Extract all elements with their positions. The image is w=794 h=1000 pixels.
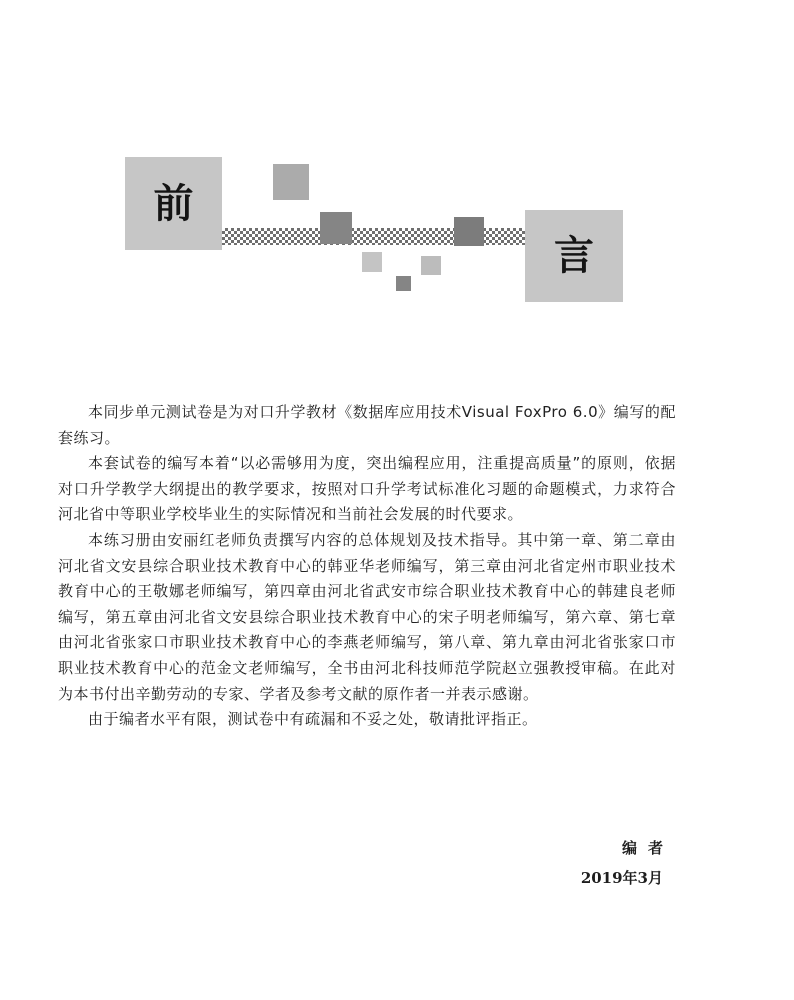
editor-signature: 编者 bbox=[621, 839, 674, 857]
decorative-square bbox=[320, 212, 352, 244]
paragraph-intro: 本同步单元测试卷是为对口升学教材《数据库应用技术Visual FoxPro 6.0》编写的配套练习。 bbox=[58, 403, 676, 447]
preface-body bbox=[58, 400, 676, 733]
signature-block bbox=[500, 836, 674, 890]
decorative-square bbox=[421, 256, 441, 275]
title-block-right: 言 bbox=[525, 210, 623, 302]
title-block-left: 前 bbox=[125, 157, 222, 250]
decorative-square bbox=[273, 164, 309, 200]
decorative-square bbox=[362, 252, 382, 272]
decorative-square bbox=[454, 217, 484, 246]
paragraph-authors: 本练习册由安丽红老师负责撰写内容的总体规划及技术指导。其中第一章、第二章由河北省文安县综合职业技术教育中心的韩亚华老师编写，第三章由河北省定州市职业技术教育中心的王敬娜老师编写，第四章由河北省武安市综合职业技术教育中心的韩建良老师编写，第五章由河北省文安县综合职业技术教育中心的宋子明老师编写，第六章、第七章由河北省张家口市职业技术教育中心的李燕老师编写，第八章、第九章由河北省张家口市职业技术教育中心的范金文老师编写，全书由河北科技师范学院赵立强教授审稿。在此对为本书付出辛勤劳动的专家、学者及参考文献的原作者一并表示感谢。 bbox=[58, 530, 676, 703]
preface-header-decoration bbox=[0, 0, 794, 320]
paragraph-closing: 由于编者水平有限，测试卷中有疏漏和不妥之处，敬请批评指正。 bbox=[88, 710, 538, 729]
decorative-square bbox=[396, 276, 411, 291]
paragraph-principles: 本套试卷的编写本着“以必需够用为度，突出编程应用，注重提高质量”的原则，依据对口升学教学大纲提出的教学要求，按照对口升学考试标准化习题的命题模式，力求符合河北省中等职业学校毕业生的实际情况和当前社会发展的时代要求。 bbox=[58, 454, 676, 524]
signature-date: 2019年3月 bbox=[580, 869, 663, 887]
